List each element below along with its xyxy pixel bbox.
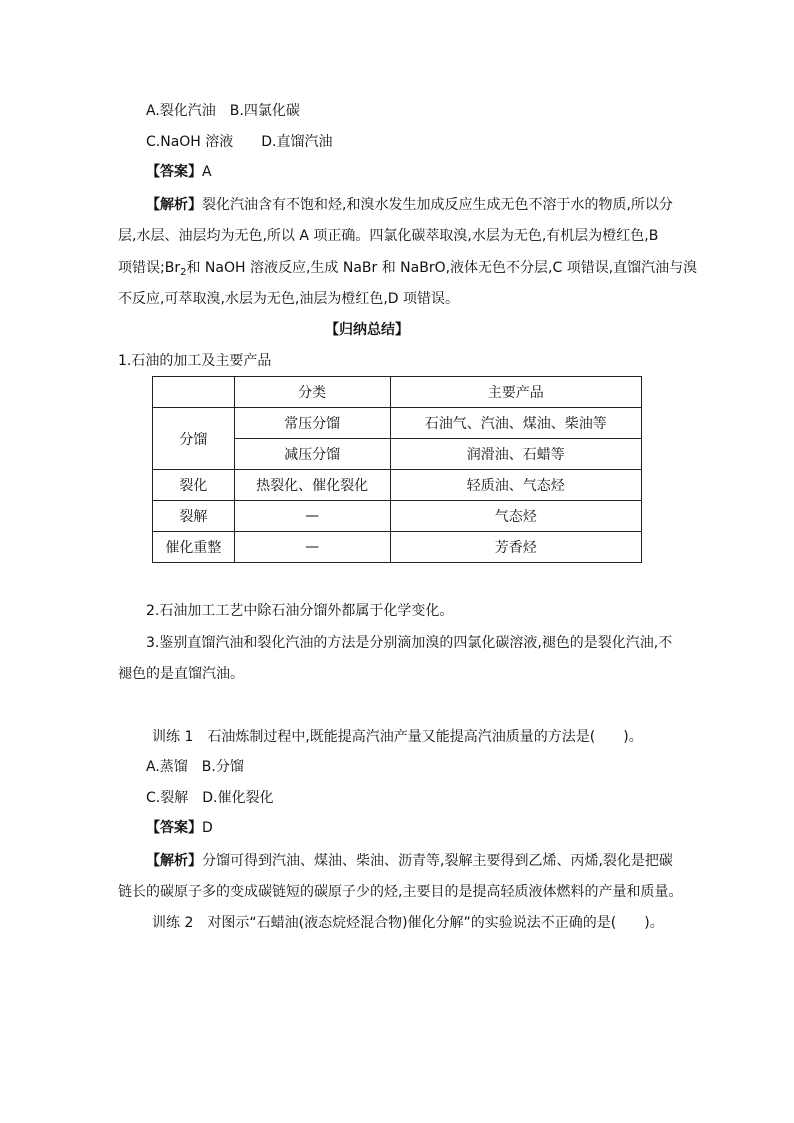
table-row (153, 501, 642, 532)
table-cell-method: 常压分馏 (234, 408, 390, 439)
table-header-category: 分类 (234, 377, 390, 408)
question-options-line2: C.NaOH 溶液 D.直馏汽油 (146, 134, 333, 150)
answer-label: 【答案】 (146, 164, 202, 180)
table-row (153, 408, 642, 439)
table-row (153, 470, 642, 501)
summary-heading: 【归纳总结】 (325, 322, 409, 338)
analysis-label: 【解析】 (146, 853, 202, 869)
table-cell-product: 润滑油、石蜡等 (390, 439, 641, 470)
table-cell-method: 减压分馏 (234, 439, 390, 470)
analysis-1-line3: 项错误$;Br_2$和 NaOH 溶液反应,生成 NaBr 和 NaBrO,液体无色不分层,C 项错误,直馏汽油与溴 (118, 260, 698, 278)
table-cell-product: 石油气、汽油、煤油、柴油等 (390, 408, 641, 439)
table-cell-method: 热裂化、催化裂化 (234, 470, 390, 501)
table-cell-group: 催化重整 (153, 532, 235, 563)
table-cell-group: 裂化 (153, 470, 235, 501)
analysis-1-line1: 【解析】裂化汽油含有不饱和烃,和溴水发生加成反应生成无色不溶于水的物质,所以分 (146, 197, 673, 213)
answer-value: D (202, 820, 213, 836)
training-1-answer (146, 818, 213, 838)
training-1-question: 训练 1 石油炼制过程中,既能提高汽油产量又能提高汽油质量的方法是( )。 (152, 729, 643, 745)
question-options-line1: A.裂化汽油 B.四氯化碳 (146, 103, 300, 119)
answer-value: A (202, 164, 212, 180)
answer-label: 【答案】 (146, 820, 202, 836)
table-cell-product: 芳香烃 (390, 532, 641, 563)
table-row (153, 532, 642, 563)
summary-item-1: 1.石油的加工及主要产品 (118, 353, 272, 369)
analysis-1-line2: 层,水层、油层均为无色,所以 A 项正确。四氯化碳萃取溴,水层为无色,有机层为橙红色,B (118, 228, 659, 244)
analysis-1-line4: 不反应,可萃取溴,水层为无色,油层为橙红色,D 项错误。 (118, 291, 460, 307)
table-cell-product: 气态烃 (390, 501, 641, 532)
summary-item-3-line2: 褪色的是直馏汽油。 (118, 666, 244, 682)
answer-1 (146, 162, 212, 182)
training-2-question: 训练 2 对图示“石蜡油(液态烷烃混合物)催化分解”的实验说法不正确的是( )。 (152, 915, 664, 931)
table-cell-method: — (234, 501, 390, 532)
training-1-options-line1: A.蒸馏 B.分馏 (146, 759, 244, 775)
table-cell-method: — (234, 532, 390, 563)
summary-item-3-line1: 3.鉴别直馏汽油和裂化汽油的方法是分别滴加溴的四氯化碳溶液,褪色的是裂化汽油,不 (146, 635, 673, 651)
training-1-options-line2: C.裂解 D.催化裂化 (146, 790, 274, 806)
table-header-row (153, 377, 642, 408)
table-header-empty (153, 377, 235, 408)
table-header-products: 主要产品 (390, 377, 641, 408)
training-1-analysis-line1: 【解析】分馏可得到汽油、煤油、柴油、沥青等,裂解主要得到乙烯、丙烯,裂化是把碳 (146, 853, 673, 869)
training-1-analysis-line2: 链长的碳原子多的变成碳链短的碳原子少的烃,主要目的是提高轻质液体燃料的产量和质量。 (118, 884, 683, 900)
table-cell-product: 轻质油、气态烃 (390, 470, 641, 501)
petroleum-products-table (152, 376, 642, 563)
table-cell-group: 分馏 (153, 408, 235, 470)
analysis-label: 【解析】 (146, 197, 202, 213)
table-cell-group: 裂解 (153, 501, 235, 532)
summary-item-2: 2.石油加工工艺中除石油分馏外都属于化学变化。 (146, 603, 454, 619)
